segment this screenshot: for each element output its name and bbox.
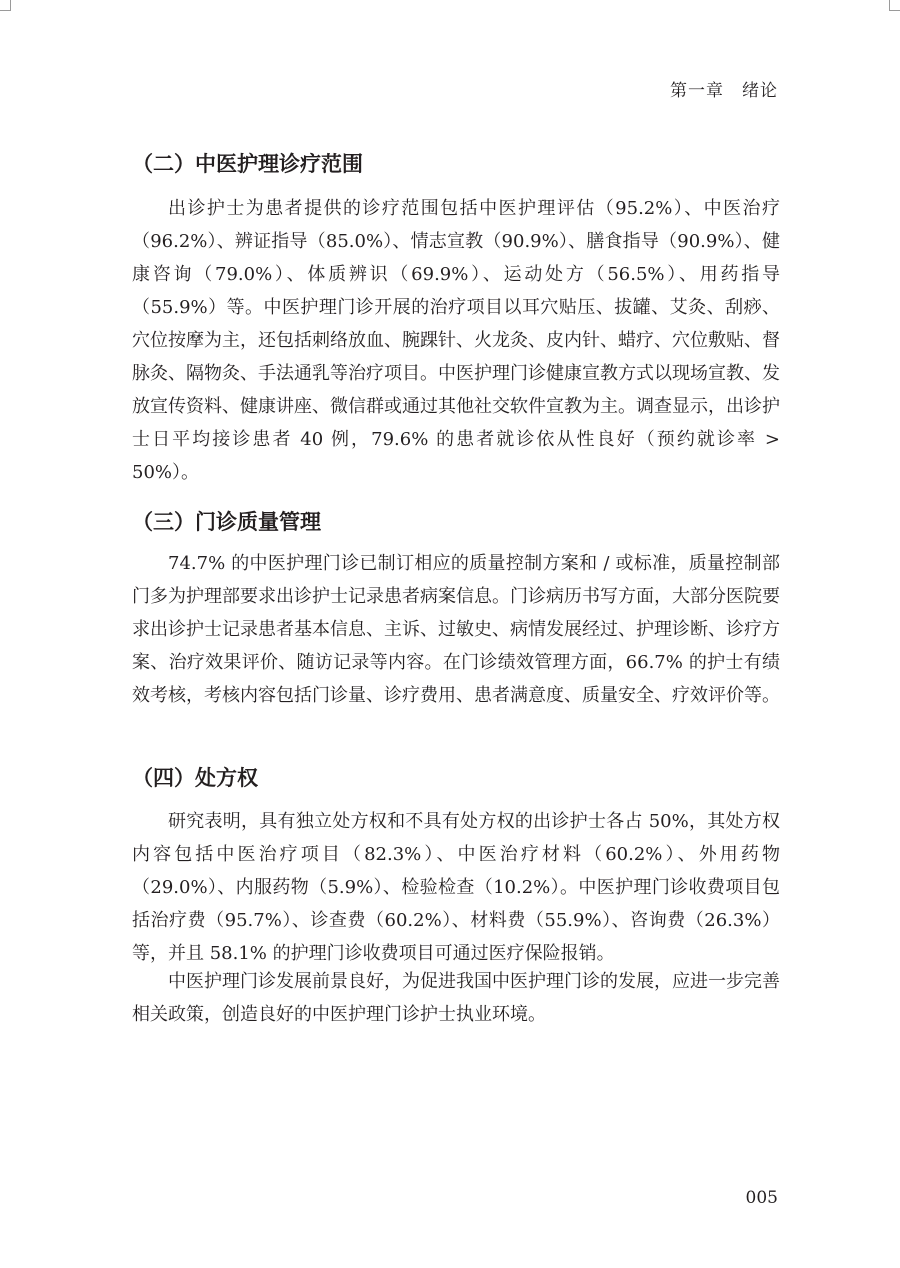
paragraph: 出诊护士为患者提供的诊疗范围包括中医护理评估（95.2%）、中医治疗（96.2%）、辨证指导（85.0%）、情志宣教（90.9%）、膳食指导（90.9%）、健康咨询（79.0%）、体质辨识（69.9%）、运动处方（56.5%）、用药指导（55.9%）等。中医护理门诊开展的治疗项目以耳穴贴压、拔罐、艾灸、刮痧、穴位按摩为主，还包括刺络放血、腕踝针、火龙灸、皮内针、蜡疗、穴位敷贴、督脉灸、隔物灸、手法通乳等治疗项目。中医护理门诊健康宣教方式以现场宣教、发放宣传资料、健康讲座、微信群或通过其他社交软件宣教为主。调查显示，出诊护士日平均接诊患者 40 例，79.6% 的患者就诊依从性良好（预约就诊率 > 50%）。 — [132, 198, 780, 483]
crop-mark-top-left — [0, 0, 11, 11]
paragraph: 研究表明，具有独立处方权和不具有处方权的出诊护士各占 50%，其处方权内容包括中医治疗项目（82.3%）、中医治疗材料（60.2%）、外用药物（29.0%）、内服药物（5.9%）、检验检查（10.2%）。中医护理门诊收费项目包括治疗费（95.7%）、诊查费（60.2%）、材料费（55.9%）、咨询费（26.3%）等，并且 58.1% 的护理门诊收费项目可通过医疗保险报销。 — [132, 811, 780, 964]
paragraph: 中医护理门诊发展前景良好，为促进我国中医护理门诊的发展，应进一步完善相关政策，创造良好的中医护理门诊护士执业环境。 — [132, 971, 780, 1025]
paragraph: 74.7% 的中医护理门诊已制订相应的质量控制方案和 / 或标准，质量控制部门多为护理部要求出诊护士记录患者病案信息。门诊病历书写方面，大部分医院要求出诊护士记录患者基本信息、主诉、过敏史、病情发展经过、护理诊断、诊疗方案、治疗效果评价、随访记录等内容。在门诊绩效管理方面，66.7% 的护士有绩效考核，考核内容包括门诊量、诊疗费用、患者满意度、质量安全、疗效评价等。 — [132, 553, 780, 706]
section-heading: （四）处方权 — [132, 766, 258, 790]
page-content — [132, 148, 780, 1025]
section-heading: （三）门诊质量管理 — [132, 510, 321, 534]
section-heading: （二）中医护理诊疗范围 — [132, 152, 363, 176]
crop-mark-top-right — [889, 0, 900, 11]
running-head: 第一章 绪论 — [670, 81, 778, 101]
page-number: 005 — [745, 1188, 778, 1208]
